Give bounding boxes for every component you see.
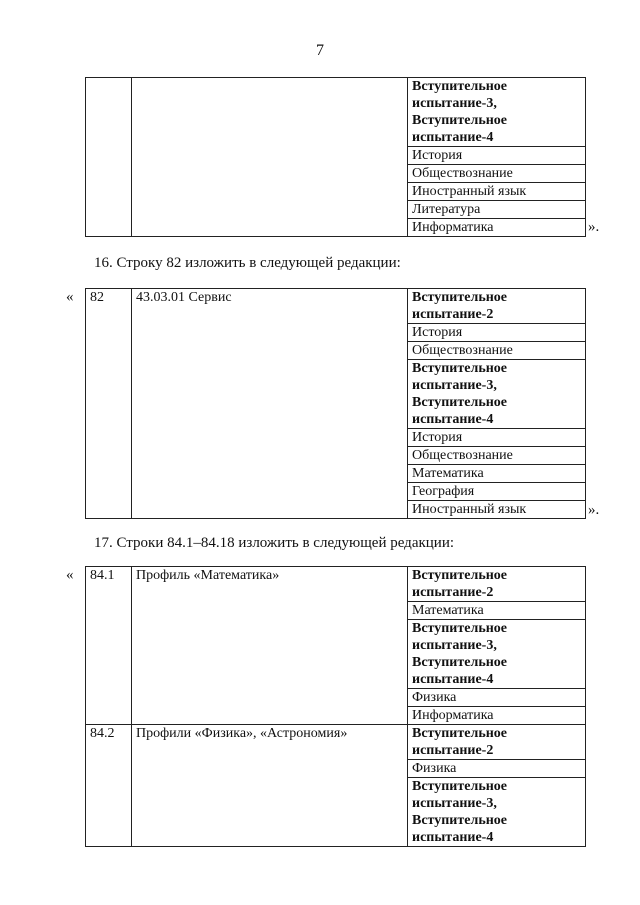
exam-subject-cell: Вступительное испытание-3, Вступительное испытание-4 (408, 778, 586, 847)
table-row (86, 289, 586, 324)
exam-subject-cell: Информатика (408, 707, 586, 725)
exam-subject-cell: Вступительное испытание-2 (408, 289, 586, 324)
program-name-cell: Профиль «Математика» (132, 567, 408, 725)
table-body (86, 78, 586, 237)
exam-subject-cell: Обществознание (408, 447, 586, 465)
table-row (86, 725, 586, 760)
exam-subject-cell: Иностранный язык (408, 183, 586, 201)
exam-table-continuation (85, 77, 586, 237)
exam-subject-cell: Иностранный язык (408, 501, 586, 519)
exam-subject-cell: Физика (408, 760, 586, 778)
exam-subject-cell: Обществознание (408, 342, 586, 360)
program-name-cell: Профили «Физика», «Астрономия» (132, 725, 408, 847)
row-number-cell: 84.2 (86, 725, 132, 847)
row-number-cell: 82 (86, 289, 132, 519)
exam-subject-cell: Математика (408, 602, 586, 620)
paragraph-16: 16. Строку 82 изложить в следующей редакции: (94, 255, 401, 271)
exam-subject-cell: Вступительное испытание-3, Вступительное испытание-4 (408, 360, 586, 429)
opening-quote: « (66, 567, 74, 583)
row-number-cell: 84.1 (86, 567, 132, 725)
exam-subject-cell: Математика (408, 465, 586, 483)
exam-table-rows-84 (85, 566, 586, 847)
table-body (86, 289, 586, 519)
table-row (86, 567, 586, 602)
exam-subject-cell: Вступительное испытание-2 (408, 567, 586, 602)
closing-quote: ». (588, 502, 600, 518)
row-number-cell (86, 78, 132, 237)
exam-subject-cell: Литература (408, 201, 586, 219)
exam-subject-cell: Информатика (408, 219, 586, 237)
table-body (86, 567, 586, 847)
exam-subject-cell: Вступительное испытание-2 (408, 725, 586, 760)
opening-quote: « (66, 289, 74, 305)
page-number: 7 (316, 42, 324, 59)
exam-subject-cell: Обществознание (408, 165, 586, 183)
table-row (86, 78, 586, 147)
program-name-cell: 43.03.01 Сервис (132, 289, 408, 519)
exam-table-row-82 (85, 288, 586, 519)
exam-subject-cell: История (408, 147, 586, 165)
paragraph-17: 17. Строки 84.1–84.18 изложить в следующей редакции: (94, 535, 455, 551)
exam-subject-cell: История (408, 324, 586, 342)
exam-subject-cell: Вступительное испытание-3, Вступительное испытание-4 (408, 78, 586, 147)
exam-subject-cell: Физика (408, 689, 586, 707)
closing-quote: ». (588, 219, 600, 235)
exam-subject-cell: История (408, 429, 586, 447)
program-name-cell (132, 78, 408, 237)
exam-subject-cell: Вступительное испытание-3, Вступительное испытание-4 (408, 620, 586, 689)
exam-subject-cell: География (408, 483, 586, 501)
